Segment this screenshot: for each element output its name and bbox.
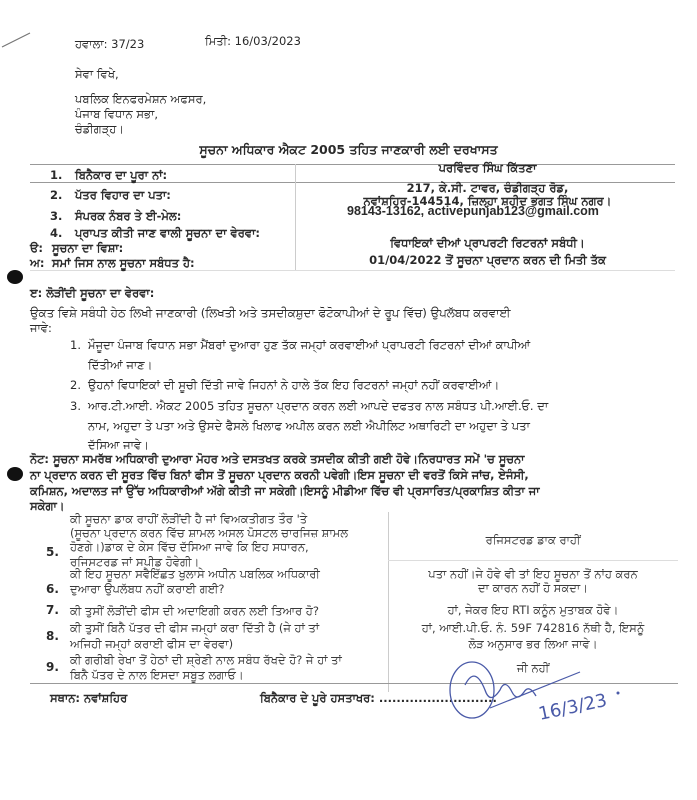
- details-heading: ੲ: ਲੋੜੀਂਦੀ ਸੂਚਨਾ ਦਾ ਵੇਰਵਾ:: [30, 286, 155, 300]
- details-intro-cont: ਜਾਵੇ:: [30, 321, 52, 335]
- punch-hole-bottom: [7, 467, 23, 481]
- addressee-line-2: ਪੰਜਾਬ ਵਿਧਾਨ ਸਭਾ,: [75, 107, 158, 121]
- date: ਮਿਤੀ: 16/03/2023: [205, 34, 301, 48]
- contact-value: 98143-13162, activepunjab123@gmail.com: [347, 204, 599, 218]
- details-intro: ਉਕਤ ਵਿਸ਼ੇ ਸਬੰਧੀ ਹੇਠ ਲਿਖੀ ਜਾਣਕਾਰੀ (ਲਿਖਤੀ ਅਤੇ ਤਸਦੀਕਸ਼ੁਦਾ ਫੋਟੋਕਾਪੀਆਂ ਦੇ ਰੂਪ ਵਿੱਚ) ਉਪਲੱਬਧ ਕਰਵਾਈ: [30, 306, 511, 320]
- addressee-line-1: ਪਬਲਿਕ ਇਨਫਰਮੇਸ਼ਨ ਅਫਸਰ,: [75, 92, 207, 106]
- pen-stroke-mark: [0, 15, 40, 55]
- questions-rule: [388, 560, 678, 561]
- handwritten-signature: [440, 660, 640, 730]
- salutation: ਸੇਵਾ ਵਿਖੇ,: [75, 67, 119, 81]
- document-title: ਸੂਚਨਾ ਅਧਿਕਾਰ ਐਕਟ 2005 ਤਹਿਤ ਜਾਣਕਾਰੀ ਲਈ ਦਰਖਾਸਤ: [199, 142, 498, 157]
- place: ਸਥਾਨ: ਨਵਾਂਸ਼ਹਿਰ: [50, 691, 128, 705]
- punch-hole-top: [7, 270, 23, 284]
- signature-label: ਬਿਨੈਕਾਰ ਦੇ ਪੂਰੇ ਹਸਤਾਖਰ: ...........................: [260, 691, 497, 705]
- svg-text:16/3/23: 16/3/23: [536, 689, 609, 725]
- reference-number: ਹਵਾਲਾ: 37/23: [75, 37, 145, 51]
- addressee-line-3: ਚੰਡੀਗੜ੍ਹ।: [75, 122, 125, 136]
